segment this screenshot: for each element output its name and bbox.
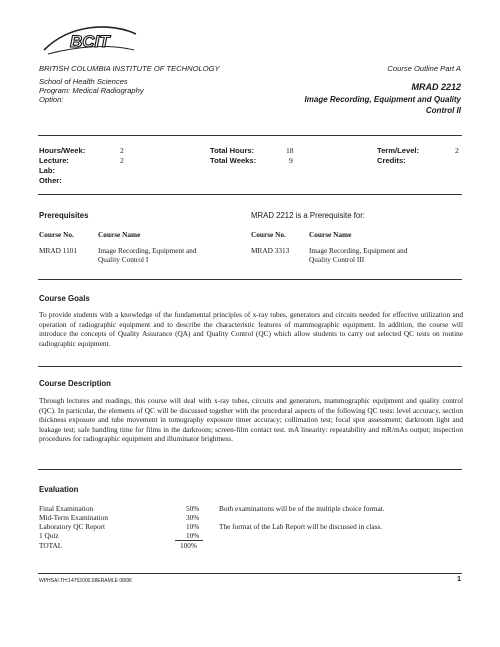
total-weeks-label: Total Weeks:: [210, 156, 257, 165]
prerequisites-title: Prerequisites: [39, 211, 89, 220]
description-text: Through lectures and readings, this course will deal with x-ray tubes, circuits and generators, mammographic equipment and quality control (QC). In particular, the elements of QC will be discussed together with the procedural aspects of the following QC tests: level accuracy, section thickness exposure and tube movement in tomography exposure timer accuracy; collimation test; focal spot assessment; darkroom light and leakage test; safe handling time for films in the darkroom; screen-film contact test. mA linearity: repeatability and mR/mAs output; inspection procedures for radiographic equipment and illuminator brightness.: [39, 396, 463, 444]
term-value: 2: [455, 146, 459, 155]
lecture-value: 2: [120, 156, 124, 165]
prereq-for-col-name: Course Name: [309, 230, 352, 239]
total-weeks-value: 9: [289, 156, 293, 165]
logo-text: BCIT: [70, 32, 110, 51]
course-title-line1: Image Recording, Equipment and Quality: [304, 95, 461, 104]
prereq-course-no: MRAD 1101: [39, 246, 78, 255]
prereq-col-name: Course Name: [98, 230, 141, 239]
eval-row-name-1: Mid-Term Examination: [39, 513, 108, 522]
eval-row-pct-0: 50%: [186, 504, 200, 513]
eval-row-name-0: Final Examination: [39, 504, 94, 513]
prereq-for-col-no: Course No.: [251, 230, 286, 239]
goals-text: To provide students with a knowledge of the fundamental principles of x-ray tubes, generators and circuits needed for effective utilization and operation of radiographic equipment and to describe the characteristic features of mammographic equipment. In addition, the course will introduce the concepts of Quality Assurance (QA) and Quality Control (QC) which allow students to carry out selected QC tests on routine radiographic equipment.: [39, 310, 463, 348]
prereq-for-course-no: MRAD 3313: [251, 246, 290, 255]
prereq-for-course-name-1: Image Recording, Equipment and: [309, 246, 408, 255]
school-name: School of Health Sciences: [39, 77, 128, 86]
prereq-course-name-2: Quality Control I: [98, 255, 149, 264]
course-title-line2: Control II: [425, 106, 461, 115]
description-title: Course Description: [39, 379, 111, 388]
institute-name: BRITISH COLUMBIA INSTITUTE OF TECHNOLOGY: [39, 64, 220, 73]
term-label: Term/Level:: [377, 146, 420, 155]
goals-title: Course Goals: [39, 294, 90, 303]
bcit-logo: [40, 20, 140, 62]
option-label: Option:: [39, 95, 64, 104]
total-hours-label: Total Hours:: [210, 146, 255, 155]
divider-prereq: [38, 279, 462, 280]
footer-path: WPHSAI.TH:14752000.58ERAMLE 08/96: [39, 578, 132, 584]
eval-note-2: The format of the Lab Report will be discussed in class.: [219, 522, 383, 531]
lab-label: Lab:: [39, 166, 56, 175]
prereq-for-course-name-2: Quality Control III: [309, 255, 365, 264]
course-code: MRAD 2212: [411, 82, 461, 92]
eval-row-pct-3: 10%: [186, 531, 200, 540]
evaluation-title: Evaluation: [39, 485, 79, 494]
divider-header: [38, 135, 462, 136]
page-number: 1: [457, 576, 461, 583]
lecture-label: Lecture:: [39, 156, 69, 165]
prereq-for-title: MRAD 2212 is a Prerequisite for:: [251, 211, 365, 220]
other-label: Other:: [39, 176, 62, 185]
credits-label: Credits:: [377, 156, 406, 165]
prereq-col-no: Course No.: [39, 230, 74, 239]
prereq-course-name-1: Image Recording, Equipment and: [98, 246, 197, 255]
total-hours-value: 18: [286, 146, 294, 155]
eval-note-1: Both examinations will be of the multiple choice format.: [219, 504, 385, 513]
hours-week-value: 2: [120, 146, 124, 155]
eval-row-name-4: TOTAL: [39, 541, 63, 550]
eval-row-pct-2: 10%: [186, 522, 200, 531]
divider-goals: [38, 366, 462, 367]
program-name: Program: Medical Radiography: [39, 86, 144, 95]
divider-footer: [38, 573, 462, 574]
divider-hours: [38, 194, 462, 195]
hours-week-label: Hours/Week:: [39, 146, 86, 155]
eval-row-name-3: 1 Quiz: [39, 531, 59, 540]
divider-description: [38, 469, 462, 470]
eval-row-pct-4: 100%: [180, 541, 198, 550]
eval-row-name-2: Laboratory QC Report: [39, 522, 106, 531]
outline-part: Course Outline Part A: [387, 64, 461, 73]
eval-row-pct-1: 30%: [186, 513, 200, 522]
